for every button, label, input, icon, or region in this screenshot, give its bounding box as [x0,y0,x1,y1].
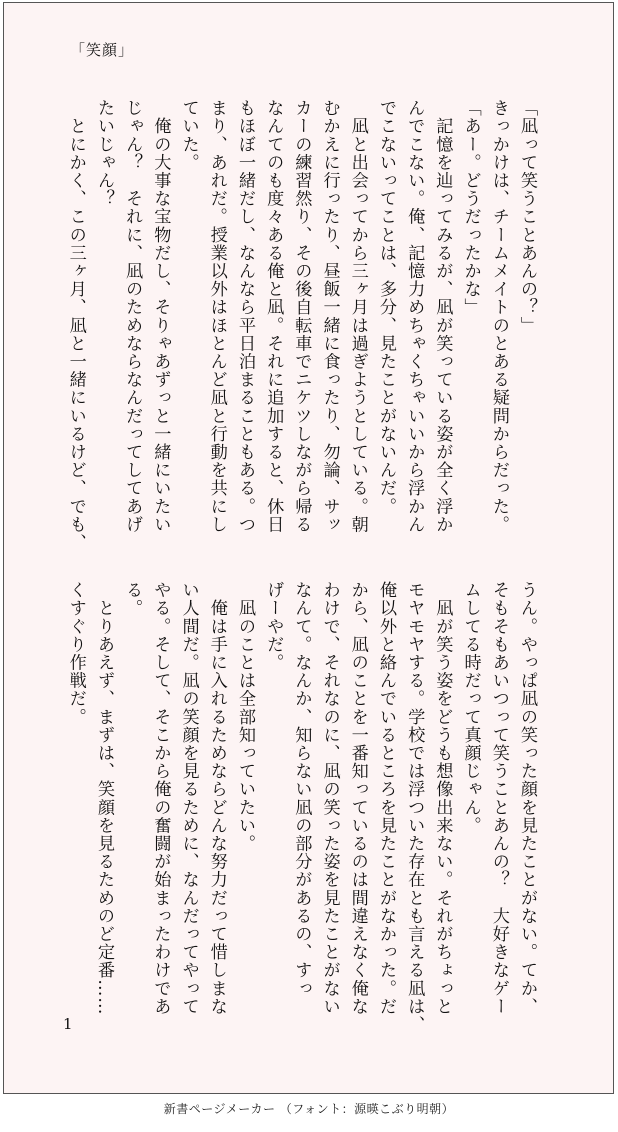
novel-page [3,2,614,1094]
page-title: 「笑顔」 [70,41,135,59]
body-text-lower: うん。やっぱ凪の笑った顔を見たことがない。てか、 そもそもあいつって笑うことあんの？ 大好きなゲー ムしてる時だって真顔じゃん。 凪が笑う姿をどうも想像出来ない。それがちょっと モヤモヤする。学校では浮ついた存在とも言える凪は、 俺以外と絡んでいるところを見たことがなかった。だ から、凪のことを一番知っているのは間違えなく俺な わけで、それなのに、凪の笑った姿を見たことがない なんて。なんか、知らない凪の部分があるの、すっ げーやだ。 凪のことは全部知っていたい。 俺は手に入れるためならどんな努力だって惜しまな い人間だ。凪の笑顔を見るために、なんだってやって やる。そして、そこから俺の奮闘が始まったわけであ る。 とりあえず、まずは、笑顔を見るためのど定番…… くすぐり作戦だ。 [65,581,537,1034]
body-text-upper: 「凪って笑うことあんの？」 きっかけは、チームメイトのとある疑問からだった。 「あー。どうだったかな」 記憶を辿ってみるが、凪が笑っている姿が全く浮か んでこない。俺、記憶力めちゃくちゃいいから浮かん でこないってことは、多分、見たことがないんだ。 凪と出会ってから三ヶ月は過ぎようとしている。朝 むかえに行ったり、昼飯一緒に食ったり、勿論、サッ カーの練習然り、その後自転車でニケツしながら帰る なんてのも度々ある俺と凪。それに追加すると、休日 もほぼ一緒だし、なんなら平日泊まることもある。つ まり、あれだ。授業以外はほとんど凪と行動を共にし ていた。 俺の大事な宝物だし、そりゃあずっと一緒にいたい じゃん？ それに、凪のためならなんだってしてあげ たいじゃん？ とにかく、この三ヶ月、凪と一緒にいるけど、でも、 [65,99,537,552]
page-number: 1 [63,1015,73,1033]
footer-credit: 新書ページメーカー （フォント：源暎こぶり明朝） [163,1102,455,1116]
